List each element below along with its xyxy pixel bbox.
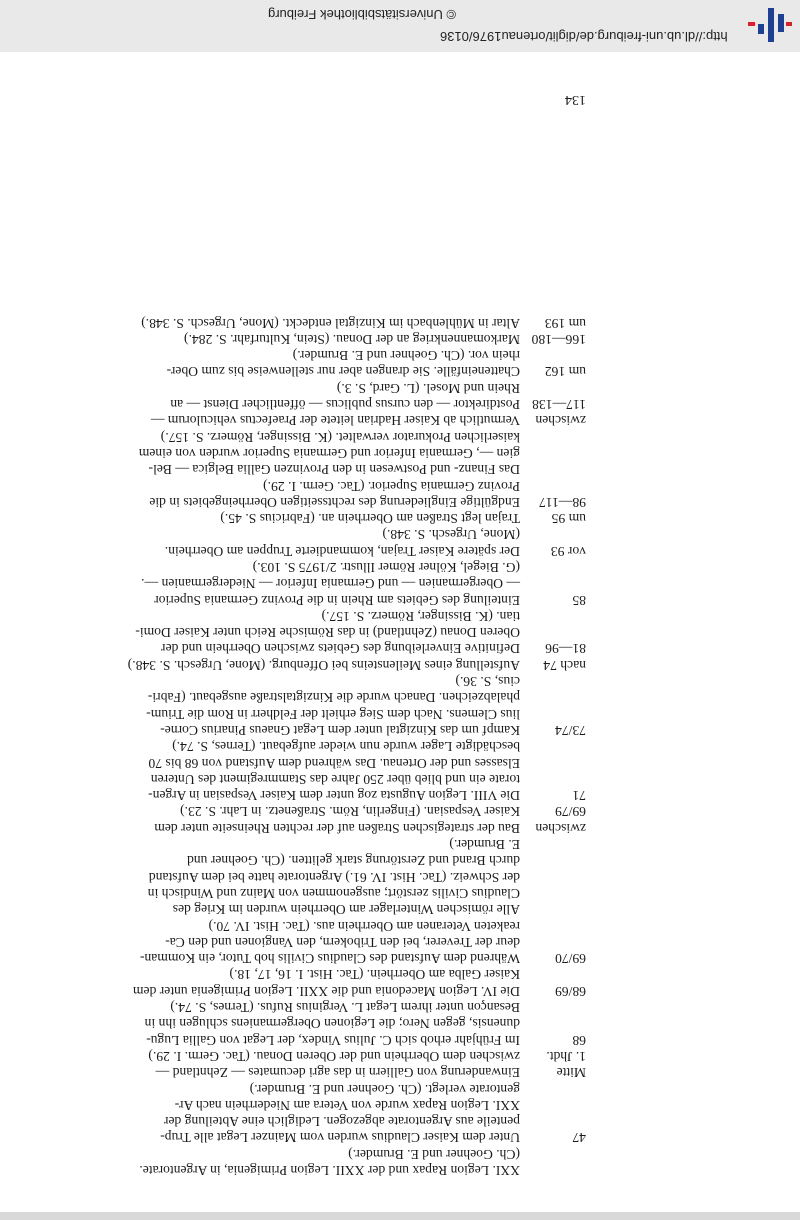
entry-line: gien —, Germania Inferior und Germania Superior wurden von einem bbox=[138, 445, 520, 461]
entry-line: deur der Treverer, bei den Tribokern, den Vangionen und den Ca- bbox=[165, 934, 520, 950]
entry-line: E. Brumder.) bbox=[449, 837, 520, 853]
entry-date: 117—138 bbox=[532, 397, 586, 413]
entry-text bbox=[26, 559, 520, 608]
entry-date: 85 bbox=[572, 592, 586, 608]
entry-line: XXI. Legion Rapax und der XXII. Legion Primigenia, in Argentorate. bbox=[139, 1163, 520, 1178]
entry-date: zwischen bbox=[535, 820, 586, 836]
entry-line: tian. (K. Bissinger, Römerz. S. 157.) bbox=[321, 608, 520, 624]
entry-line: Rhein und Mosel. (L. Gard, S. 3.) bbox=[336, 380, 520, 396]
entry-line: (G. Biegel, Kölner Römer Illustr. 2/1975 S. 103.) bbox=[252, 560, 520, 576]
chronology-entry bbox=[26, 331, 586, 347]
document-url[interactable]: http://dl.ub.uni-freiburg.de/diglit/ortenau1976/0136 bbox=[440, 29, 728, 44]
chronology-entry bbox=[26, 559, 586, 608]
entry-line: Die VIII. Legion Augusta zog unter dem Kaiser Vespasian in Argen- bbox=[148, 788, 520, 804]
entry-text bbox=[26, 412, 520, 428]
entry-text bbox=[26, 379, 520, 412]
entry-date: 98—117 bbox=[538, 494, 586, 510]
entry-date: 69/70 bbox=[555, 951, 586, 967]
entry-line: beschädigte Lager wurde nun wieder aufgebaut. (Ternes, S. 74.) bbox=[172, 739, 520, 755]
entry-date: 71 bbox=[572, 788, 586, 804]
entry-line: Im Frühjahr erhob sich C. Julius Vindex, der Legat von Gallia Lugu- bbox=[146, 1032, 520, 1048]
entry-line: Elsasses und der Ortenau. Das während dem Aufstand von 68 bis 70 bbox=[148, 755, 520, 771]
entry-line: Postdirektor — den cursus publicus — öffentlicher Dienst — an bbox=[170, 397, 520, 413]
entry-date: 73/74 bbox=[555, 722, 586, 738]
entry-date: zwischen bbox=[535, 413, 586, 429]
entry-line: Vermutlich ab Kaiser Hadrian leitete der Praefectus vehiculorum — bbox=[150, 413, 520, 429]
entry-date: vor 93 bbox=[550, 543, 586, 559]
entry-text bbox=[26, 526, 520, 559]
entry-line: durch Brand und Zerstörung stark gelitten. (Ch. Goehner und bbox=[187, 853, 520, 869]
entry-date: um 193 bbox=[544, 315, 586, 331]
entry-line: reaketen Veteranen am Oberrhein aus. (Tac. Hist. IV. 70.) bbox=[208, 918, 520, 934]
entry-line: Kaiser Galba am Oberrhein. (Tac. Hist. I. 16, 17, 18.) bbox=[229, 967, 520, 983]
entry-line: der Schweiz. (Tac. Hist. IV. 61.) Argentorate hatte bei dem Aufstand bbox=[148, 869, 520, 885]
entry-line: Einteilung des Gebiets am Rhein in die Provinz Germania Superior bbox=[154, 592, 520, 608]
entry-line: Claudius Civilis zerstört; ausgenommen von Mainz und Windisch in bbox=[147, 885, 520, 901]
chronology-entry bbox=[26, 510, 586, 526]
entry-line: rhein vor. (Ch. Goehner und E. Brumder.) bbox=[292, 348, 520, 364]
entry-line: Chatteneinfälle. Sie drangen aber nur stellenweise bis zum Ober- bbox=[166, 364, 520, 380]
chronology-entry bbox=[26, 657, 586, 673]
entry-line: Unter dem Kaiser Claudius wurden vom Mainzer Legat alle Trup- bbox=[160, 1130, 520, 1146]
entry-date: 81—96 bbox=[545, 641, 586, 657]
chronology-entry bbox=[26, 1048, 586, 1064]
entry-date: 47 bbox=[572, 1130, 586, 1146]
entry-date: um 95 bbox=[551, 511, 586, 527]
entry-text bbox=[26, 331, 520, 347]
chronology-entry bbox=[26, 412, 586, 428]
entry-text bbox=[26, 999, 520, 1048]
entry-date: 166—180 bbox=[531, 331, 586, 347]
entry-text bbox=[26, 657, 520, 673]
chronology-entry bbox=[26, 999, 586, 1048]
entry-line: torate ein und blieb über 250 Jahre das Stammregiment des Unteren bbox=[150, 771, 520, 787]
chronology-entry bbox=[26, 379, 586, 412]
entry-text bbox=[26, 314, 520, 330]
entry-date: 69/79 bbox=[555, 804, 586, 820]
entry-date: 68 bbox=[572, 1032, 586, 1048]
entry-text bbox=[26, 1048, 520, 1064]
entry-line: (Ch. Goehner und E. Brumder.) bbox=[348, 1146, 520, 1162]
entry-line: Kampf um das Kinzigtal unter dem Legat Gnaeus Pinarius Corne- bbox=[160, 722, 520, 738]
entry-date: 68/69 bbox=[555, 983, 586, 999]
entry-line: Das Finanz- und Postwesen in den Provinzen Gallia Belgica — Bel- bbox=[148, 462, 520, 478]
page-number: 134 bbox=[565, 92, 586, 107]
chronology-entry bbox=[26, 673, 586, 738]
entry-line: (Mone, Urgesch. S. 348.) bbox=[382, 527, 520, 543]
entry-line: cius, S. 36.) bbox=[455, 674, 520, 690]
chronology-entry bbox=[26, 819, 586, 835]
ub-freiburg-logo-icon bbox=[748, 6, 792, 44]
entry-line: Die IV. Legion Macedonia und die XXII. Legion Primigenia unter dem bbox=[132, 983, 520, 999]
entry-text bbox=[26, 966, 520, 999]
entry-line: gentorate verlegt. (Ch. Goehner und E. Brumder.) bbox=[249, 1081, 520, 1097]
copyright-notice: © Universitätsbibliothek Freiburg bbox=[268, 7, 457, 22]
entry-text bbox=[26, 1064, 520, 1080]
chronology-entry bbox=[26, 966, 586, 999]
entry-line: Markomannenkrieg an der Donau. (Stein, Kulturfahr. S. 284.) bbox=[184, 331, 520, 347]
entry-date: um 162 bbox=[544, 364, 586, 380]
entry-line: — Obergermanien — und Germania Inferior — Niedergermanien —. bbox=[141, 576, 520, 592]
chronology-entries bbox=[26, 314, 586, 1178]
chronology-entry bbox=[26, 608, 586, 657]
entry-line: zwischen dem Oberrhein und der Oberen Donau. (Tac. Germ. I. 29.) bbox=[148, 1048, 520, 1064]
entry-text bbox=[26, 510, 520, 526]
entry-line: lius Clemens. Nach dem Sieg erhielt der Feldherr in Rom die Trium- bbox=[146, 706, 520, 722]
entry-text bbox=[26, 1080, 520, 1145]
entry-line: Provinz Germania Superior. (Tac. Germ. I. 29.) bbox=[263, 478, 520, 494]
chronology-entry bbox=[26, 738, 586, 803]
entry-text bbox=[26, 1145, 520, 1178]
chronology-entry bbox=[26, 347, 586, 380]
entry-line: Kaiser Vespasian. (Fingerlin, Röm. Straßenetz. in Lahr. S. 23.) bbox=[180, 804, 520, 820]
entry-date: Mitte bbox=[556, 1065, 586, 1081]
entry-line: phalabzeichen. Danach wurde die Kinzigtalstraße ausgebaut. (Fabri- bbox=[147, 690, 520, 706]
chronology-entry bbox=[26, 428, 586, 509]
entry-line: Endgültige Eingliederung des rechtsseitigen Oberrheingebiets in die bbox=[149, 494, 520, 510]
entry-date: nach 74 bbox=[543, 657, 586, 673]
entry-text bbox=[26, 608, 520, 657]
chronology-entry bbox=[26, 803, 586, 819]
bottom-strip bbox=[0, 1212, 800, 1220]
entry-line: Bau der strategischen Straßen auf der rechten Rheinseite unter dem bbox=[154, 820, 520, 836]
entry-text bbox=[26, 803, 520, 819]
chronology-entry bbox=[26, 1145, 586, 1178]
entry-line: Besançon unter ihrem Legat L. Verginius Rufus. (Ternes, S. 74.) bbox=[170, 1000, 520, 1016]
chronology-entry bbox=[26, 314, 586, 330]
entry-line: Oberen Donau (Zehntland) in das Römische Reich unter Kaiser Domi- bbox=[135, 625, 520, 641]
entry-text bbox=[26, 738, 520, 803]
entry-line: Während dem Aufstand des Claudius Civilis hob Tutor, ein Komman- bbox=[139, 951, 520, 967]
viewer-toolbar bbox=[0, 0, 800, 53]
entry-line: Definitive Einverleibung des Gebiets zwischen Oberrhein und der bbox=[161, 641, 520, 657]
rotated-page-content bbox=[0, 52, 800, 1212]
chronology-entry bbox=[26, 836, 586, 966]
entry-line: dunensis, gegen Nero; die Legionen Obergermaniens schlugen ihn in bbox=[144, 1016, 520, 1032]
entry-text bbox=[26, 673, 520, 738]
entry-line: Alle römischen Winterlager am Oberrhein wurden im Krieg des bbox=[172, 902, 520, 918]
entry-text bbox=[26, 836, 520, 966]
entry-line: Einwanderung von Galliern in das agri decumates — Zehntland — bbox=[155, 1065, 520, 1081]
entry-text bbox=[26, 347, 520, 380]
entry-line: Aufstellung eines Meilensteins bei Offenburg. (Mone, Urgesch. S. 348.) bbox=[127, 657, 520, 673]
scanned-page bbox=[0, 52, 800, 1212]
chronology-entry bbox=[26, 1064, 586, 1080]
chronology-entry bbox=[26, 1080, 586, 1145]
entry-line: penteile aus Argentorate abgezogen. Lediglich eine Abteilung der bbox=[163, 1114, 520, 1130]
entry-line: Altar in Mühlenbach im Kinzigtal entdeckt. (Mone, Urgesch. S. 348.) bbox=[141, 315, 520, 331]
entry-text bbox=[26, 428, 520, 509]
entry-date: 1. Jhdt. bbox=[546, 1048, 586, 1064]
entry-line: Der spätere Kaiser Trajan, kommandierte Truppen am Oberrhein. bbox=[164, 543, 520, 559]
entry-line: XXI. Legion Rapax wurde von Vetera am Niederrhein nach Ar- bbox=[174, 1097, 520, 1113]
chronology-entry bbox=[26, 526, 586, 559]
entry-line: Trajan legt Straßen am Oberrhein an. (Fabricius S. 45.) bbox=[220, 511, 520, 527]
entry-line: kaiserlichen Prokurator verwaltet. (K. Bissinger, Römerz. S. 157.) bbox=[160, 429, 520, 445]
entry-text bbox=[26, 819, 520, 835]
